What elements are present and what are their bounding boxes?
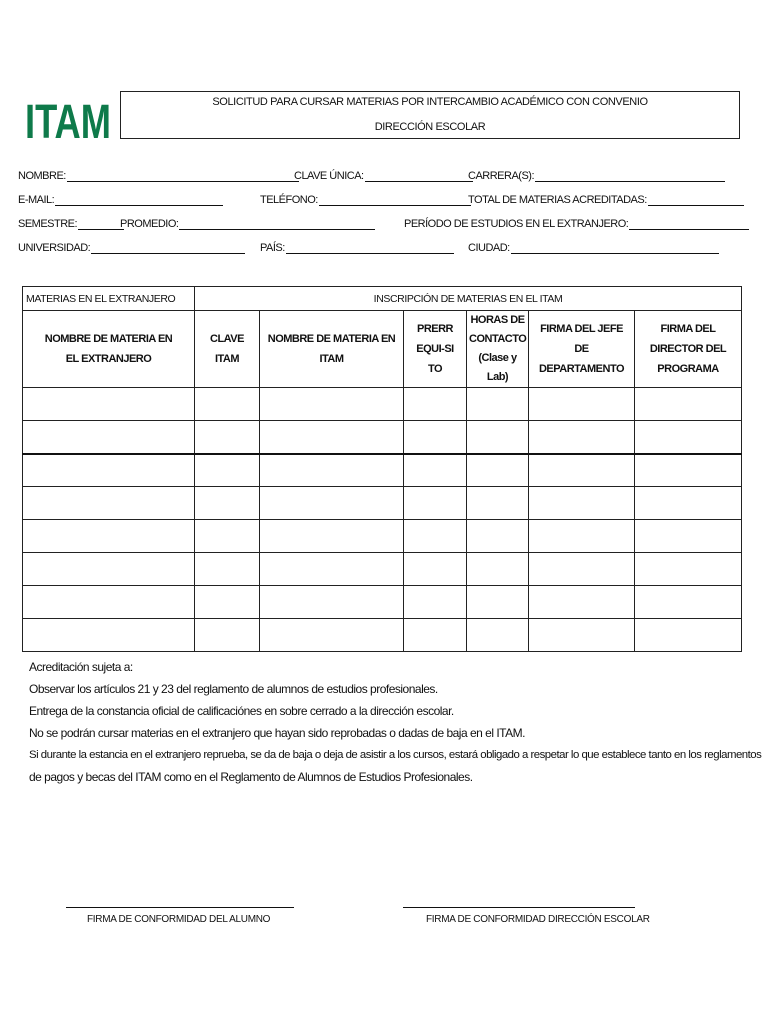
table-cell[interactable] <box>260 487 404 520</box>
table-cell[interactable] <box>195 553 260 586</box>
ciudad-field[interactable] <box>468 242 719 254</box>
table-cell[interactable] <box>195 520 260 553</box>
table-row <box>23 553 742 586</box>
carreras-field[interactable] <box>468 170 725 182</box>
table-cell[interactable] <box>467 454 529 487</box>
table-cell[interactable] <box>529 487 635 520</box>
title-box <box>120 91 740 139</box>
table-cell[interactable] <box>404 586 467 619</box>
telefono-field[interactable] <box>260 194 471 206</box>
table-row <box>23 520 742 553</box>
email-blank[interactable] <box>55 195 223 206</box>
table-cell[interactable] <box>23 454 195 487</box>
table-cell[interactable] <box>260 553 404 586</box>
table-cell[interactable] <box>260 586 404 619</box>
table-cell[interactable] <box>467 487 529 520</box>
section-extranjero: MATERIAS EN EL EXTRANJERO <box>23 287 195 311</box>
table-cell[interactable] <box>635 586 742 619</box>
table-cell[interactable] <box>260 520 404 553</box>
table-cell[interactable] <box>635 388 742 421</box>
promedio-label: PROMEDIO: <box>120 218 179 230</box>
semestre-blank[interactable] <box>78 219 124 230</box>
semestre-label: SEMESTRE: <box>18 218 78 230</box>
pais-blank[interactable] <box>286 243 454 254</box>
clave-unica-blank[interactable] <box>365 171 473 182</box>
table-cell[interactable] <box>467 619 529 652</box>
table-cell[interactable] <box>404 421 467 454</box>
table-cell[interactable] <box>467 388 529 421</box>
nombre-field[interactable] <box>18 170 299 182</box>
note-item: Observar los artículos 21 y 23 del reglamento de alumnos de estudios profesionales. <box>29 682 438 696</box>
table-cell[interactable] <box>635 454 742 487</box>
col-materia-extranjero: NOMBRE DE MATERIA EN EL EXTRANJERO <box>23 311 195 388</box>
clave-unica-label: CLAVE ÚNICA: <box>294 170 364 182</box>
table-cell[interactable] <box>529 619 635 652</box>
table-row <box>23 388 742 421</box>
table-row <box>23 619 742 652</box>
table-cell[interactable] <box>404 520 467 553</box>
table-row <box>23 487 742 520</box>
table-cell[interactable] <box>260 388 404 421</box>
table-cell[interactable] <box>529 388 635 421</box>
note-item: Si durante la estancia en el extranjero reprueba, se da de baja o deja de asistir a los cursos, estará obligado a respetar lo que establece tanto en los reglamentos <box>29 749 762 761</box>
table-cell[interactable] <box>635 520 742 553</box>
promedio-blank[interactable] <box>179 219 375 230</box>
table-cell[interactable] <box>635 421 742 454</box>
col-firma-jefe: FIRMA DEL JEFE DE DEPARTAMENTO <box>529 311 635 388</box>
table-row <box>23 454 742 487</box>
universidad-field[interactable] <box>18 242 245 254</box>
materias-table <box>22 286 742 652</box>
col-clave-itam: CLAVE ITAM <box>195 311 260 388</box>
promedio-field[interactable] <box>120 218 375 230</box>
table-cell[interactable] <box>404 388 467 421</box>
table-cell[interactable] <box>529 421 635 454</box>
firma-direccion-label: FIRMA DE CONFORMIDAD DIRECCIÓN ESCOLAR <box>426 914 650 925</box>
table-cell[interactable] <box>467 553 529 586</box>
table-cell[interactable] <box>23 553 195 586</box>
nombre-label: NOMBRE: <box>18 170 66 182</box>
note-item: No se podrán cursar materias en el extranjero que hayan sido reprobadas o dadas de baja en el ITAM. <box>29 726 525 740</box>
note-item: Entrega de la constancia oficial de calificaciónes en sobre cerrado a la dirección escolar. <box>29 704 454 718</box>
pais-label: PAÍS: <box>260 242 285 254</box>
carreras-blank[interactable] <box>535 171 725 182</box>
email-label: E-MAIL: <box>18 194 55 206</box>
col-materia-itam: NOMBRE DE MATERIA EN ITAM <box>260 311 404 388</box>
table-cell[interactable] <box>404 454 467 487</box>
table-cell[interactable] <box>529 586 635 619</box>
nombre-blank[interactable] <box>67 171 299 182</box>
telefono-label: TELÉFONO: <box>260 194 318 206</box>
table-cell[interactable] <box>195 586 260 619</box>
table-cell[interactable] <box>195 619 260 652</box>
section-itam: INSCRIPCIÓN DE MATERIAS EN EL ITAM <box>195 287 742 311</box>
itam-logo <box>24 96 112 149</box>
table-cell[interactable] <box>23 586 195 619</box>
form-subtitle: DIRECCIÓN ESCOLAR <box>374 121 486 133</box>
ciudad-blank[interactable] <box>511 243 719 254</box>
col-firma-director: FIRMA DEL DIRECTOR DEL PROGRAMA <box>635 311 742 388</box>
table-cell[interactable] <box>635 619 742 652</box>
firma-alumno-line[interactable] <box>66 907 294 908</box>
col-prerrequisito: PRERREQUI-SITO <box>404 311 467 388</box>
col-horas-contacto: HORAS DE CONTACTO (Clase y Lab) <box>467 311 529 388</box>
periodo-label: PERÍODO DE ESTUDIOS EN EL EXTRANJERO: <box>404 218 629 230</box>
pais-field[interactable] <box>260 242 454 254</box>
table-cell[interactable] <box>635 487 742 520</box>
table-cell[interactable] <box>404 487 467 520</box>
table-cell[interactable] <box>195 421 260 454</box>
notes-section <box>29 656 762 788</box>
table-cell[interactable] <box>195 388 260 421</box>
note-item: de pagos y becas del ITAM como en el Reglamento de Alumnos de Estudios Profesionales. <box>29 770 473 784</box>
table-cell[interactable] <box>23 619 195 652</box>
table-cell[interactable] <box>529 553 635 586</box>
table-cell[interactable] <box>23 421 195 454</box>
total-materias-label: TOTAL DE MATERIAS ACREDITADAS: <box>468 194 647 206</box>
carreras-label: CARRERA(S): <box>468 170 535 182</box>
form-title: SOLICITUD PARA CURSAR MATERIAS POR INTERCAMBIO ACADÉMICO CON CONVENIO <box>212 96 648 108</box>
table-cell[interactable] <box>635 553 742 586</box>
email-field[interactable] <box>18 194 223 206</box>
semestre-field[interactable] <box>18 218 124 230</box>
table-cell[interactable] <box>404 619 467 652</box>
periodo-blank[interactable] <box>629 219 749 230</box>
clave-unica-field[interactable] <box>294 170 473 182</box>
table-cell[interactable] <box>467 421 529 454</box>
universidad-label: UNIVERSIDAD: <box>18 242 91 254</box>
table-cell[interactable] <box>23 520 195 553</box>
total-materias-field[interactable] <box>468 194 744 206</box>
table-cell[interactable] <box>23 388 195 421</box>
table-cell[interactable] <box>260 454 404 487</box>
firma-alumno-label: FIRMA DE CONFORMIDAD DEL ALUMNO <box>87 914 271 925</box>
table-cell[interactable] <box>529 454 635 487</box>
note-heading: Acreditación sujeta a: <box>29 660 133 674</box>
total-materias-blank[interactable] <box>648 195 744 206</box>
table-cell[interactable] <box>404 553 467 586</box>
logo-text: ITAM <box>25 96 111 149</box>
table-cell[interactable] <box>529 520 635 553</box>
table-row <box>23 421 742 454</box>
table-cell[interactable] <box>195 454 260 487</box>
universidad-blank[interactable] <box>91 243 245 254</box>
firma-direccion-line[interactable] <box>403 907 635 908</box>
table-cell[interactable] <box>260 421 404 454</box>
ciudad-label: CIUDAD: <box>468 242 510 254</box>
telefono-blank[interactable] <box>319 195 471 206</box>
table-cell[interactable] <box>195 487 260 520</box>
table-row <box>23 586 742 619</box>
periodo-field[interactable] <box>404 218 749 230</box>
table-cell[interactable] <box>260 619 404 652</box>
table-cell[interactable] <box>467 520 529 553</box>
table-cell[interactable] <box>23 487 195 520</box>
table-cell[interactable] <box>467 586 529 619</box>
